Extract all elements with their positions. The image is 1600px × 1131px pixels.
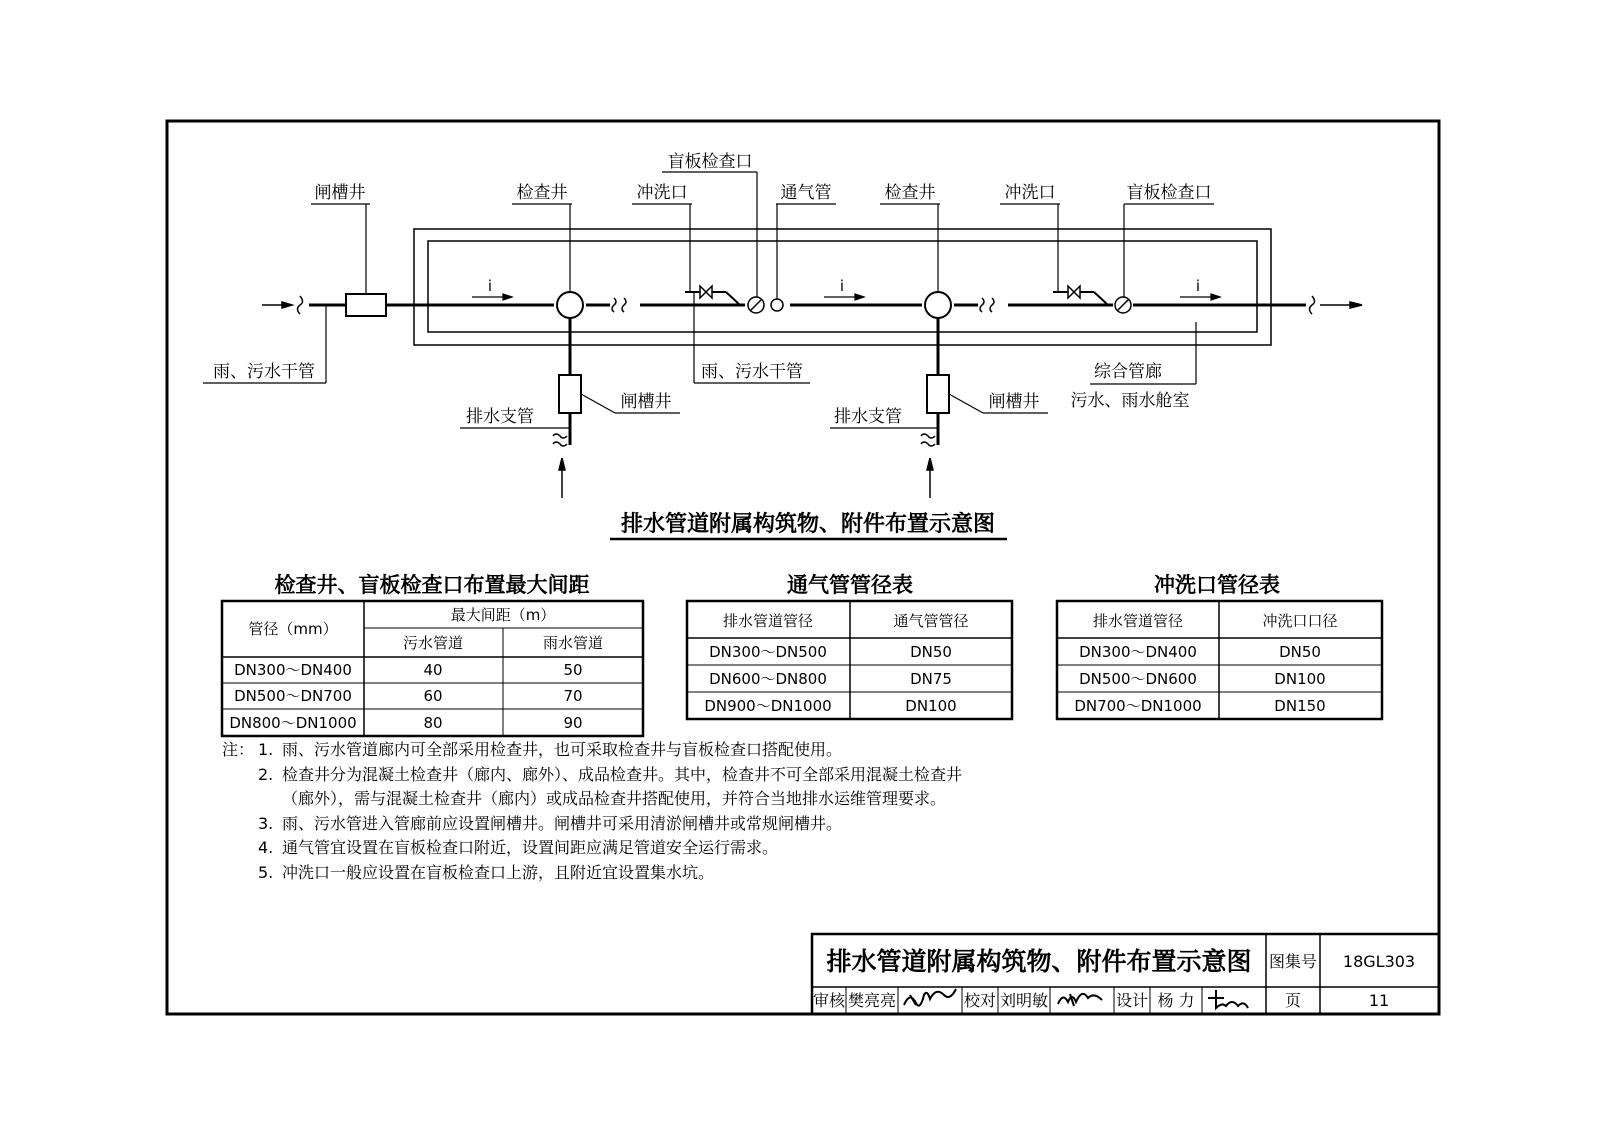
table1-header-sewage: 污水管道 (402, 634, 464, 652)
label-inspection-well-1: 检查井 (516, 183, 568, 203)
flush-port-1 (685, 286, 740, 305)
label-corridor-chamber: 污水、雨水舱室 (1070, 391, 1190, 411)
blind-plate-port-2 (1115, 297, 1131, 313)
title-block-check-label: 校对 (963, 991, 997, 1010)
signature-reviewer (904, 989, 956, 1006)
note-number: 1. (258, 740, 274, 759)
label-flush-port-1: 冲洗口 (636, 183, 688, 203)
note-text: 雨、污水管进入管廊前应设置闸槽井。闸槽井可采用清淤闸槽井或常规闸槽井。 (282, 813, 843, 833)
label-branch-pipe-1: 排水支管 (466, 407, 534, 427)
table3-cell: DN500～DN600 (1079, 670, 1197, 688)
table1-cell: DN300～DN400 (234, 661, 352, 679)
label-gate-well-branch-1: 闸槽井 (620, 392, 672, 412)
table1-cell: 60 (423, 687, 443, 705)
table3-cell: DN700～DN1000 (1074, 697, 1202, 715)
table2-cell: DN900～DN1000 (704, 697, 832, 715)
table2-cell: DN300～DN500 (709, 643, 827, 661)
label-blind-plate-port-2: 盲板检查口 (1126, 183, 1212, 203)
table1-cell: 50 (563, 661, 583, 679)
title-block-reviewer: 樊亮亮 (847, 991, 897, 1010)
blind-plate-port-1 (748, 297, 764, 313)
gate-well-branch-1 (559, 375, 581, 413)
note-item (222, 836, 962, 861)
title-block-design-label: 设计 (1115, 991, 1149, 1010)
slope-arrows (472, 294, 1220, 300)
table1-cell: 90 (563, 714, 583, 732)
table3-header: 冲洗口口径 (1262, 612, 1338, 630)
inspection-well-1 (557, 292, 583, 318)
notes-heading: 注： (222, 740, 255, 759)
table2-header: 通气管管径 (893, 612, 969, 630)
table1-cell: 70 (563, 687, 583, 705)
label-slope-3: i (1195, 277, 1201, 295)
table3-cell: DN300～DN400 (1079, 643, 1197, 661)
note-text: 雨、污水管道廊内可全部采用检查井，也可采取检查井与盲板检查口搭配使用。 (282, 740, 843, 759)
gate-well-main (346, 294, 386, 316)
title-block-checker: 刘明敏 (999, 991, 1049, 1010)
table2-cell: DN100 (905, 697, 957, 715)
schematic (203, 172, 1362, 498)
table2-cell: DN600～DN800 (709, 670, 827, 688)
table1-header-rain: 雨水管道 (542, 634, 604, 652)
note-item (222, 763, 962, 812)
flush-port-2 (1053, 286, 1108, 305)
table2-header: 排水管道管径 (722, 612, 814, 630)
table3-cell: DN150 (1274, 697, 1326, 715)
table3-title: 冲洗口管径表 (1154, 573, 1280, 597)
note-item (222, 812, 962, 837)
title-block-atlas-label: 图集号 (1268, 952, 1318, 971)
diagram-title: 排水管道附属构筑物、附件布置示意图 (620, 512, 996, 537)
label-slope-2: i (839, 277, 845, 295)
note-text: 通气管宜设置在盲板检查口附近，设置间距应满足管道安全运行需求。 (282, 838, 779, 857)
note-item (222, 738, 962, 763)
title-block-drawing-title: 排水管道附属构筑物、附件布置示意图 (826, 947, 1252, 976)
table1-header-diameter: 管径（mm） (248, 620, 338, 638)
signature-checker (1058, 994, 1102, 1006)
signature-designer (1208, 990, 1248, 1008)
label-blind-plate-port-1: 盲板检查口 (667, 152, 753, 172)
table1-title: 检查井、盲板检查口布置最大间距 (274, 573, 590, 597)
note-text: 冲洗口一般应设置在盲板检查口上游，且附近宜设置集水坑。 (282, 862, 715, 882)
table3-cell: DN100 (1274, 670, 1326, 688)
note-text: 检查井分为混凝土检查井（廊内、廊外）、成品检查井。其中，检查井不可全部采用混凝土检查井（廊外），需与混凝土检查井（廊内）或成品检查井搭配使用，并符合当地排水运维管理要求。 (282, 764, 963, 808)
label-slope-1: i (487, 277, 493, 295)
note-number: 2. (258, 764, 274, 784)
notes (222, 738, 962, 885)
note-number: 4. (258, 838, 274, 857)
label-corridor: 综合管廊 (1094, 362, 1162, 382)
label-gate-well-left: 闸槽井 (314, 183, 366, 203)
table3-cell: DN50 (1279, 643, 1321, 661)
table2-cell: DN50 (910, 643, 952, 661)
table2-cell: DN75 (910, 670, 952, 688)
vent-pipe-symbol (771, 299, 783, 311)
title-block-atlas-no: 18GL303 (1342, 952, 1416, 971)
table1-cell: 80 (423, 714, 443, 732)
table2-title: 通气管管径表 (787, 573, 913, 597)
table1-cell: DN500～DN700 (234, 687, 352, 705)
label-inspection-well-2: 检查井 (884, 183, 936, 203)
label-main-pipe-left: 雨、污水干管 (213, 362, 315, 382)
note-item (222, 861, 962, 886)
label-branch-pipe-2: 排水支管 (834, 407, 902, 427)
table1-header-max-spacing: 最大间距（m） (450, 606, 556, 624)
gate-well-branch-2 (927, 375, 949, 413)
note-number: 5. (258, 862, 274, 882)
label-flush-port-2: 冲洗口 (1004, 183, 1056, 203)
label-main-pipe-mid: 雨、污水干管 (701, 362, 803, 382)
note-number: 3. (258, 813, 274, 833)
table3-header: 排水管道管径 (1092, 612, 1184, 630)
title-block-review-label: 审核 (812, 991, 846, 1010)
title-block-designer: 杨 力 (1157, 991, 1195, 1010)
title-block-page: 11 (1368, 991, 1390, 1010)
label-gate-well-branch-2: 闸槽井 (988, 392, 1040, 412)
table1-cell: DN800～DN1000 (229, 714, 357, 732)
label-vent-pipe: 通气管 (780, 183, 832, 203)
title-block-page-label: 页 (1284, 991, 1302, 1010)
table1-cell: 40 (423, 661, 443, 679)
inspection-well-2 (925, 292, 951, 318)
